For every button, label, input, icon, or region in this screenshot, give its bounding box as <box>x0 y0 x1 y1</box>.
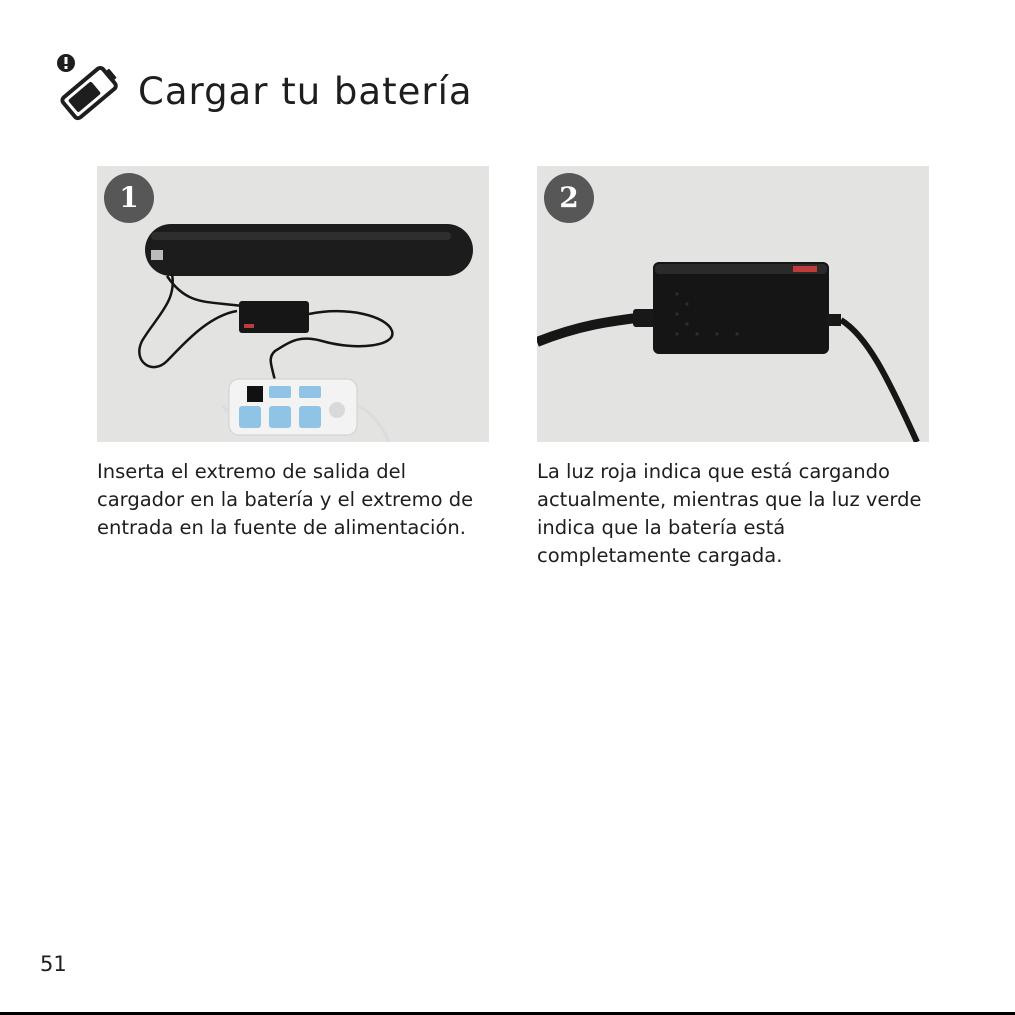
step-1-photo <box>97 166 489 442</box>
step-1-caption <box>97 458 489 542</box>
battery-charging-icon <box>52 51 124 123</box>
step-2-number-badge: 2 <box>544 173 594 223</box>
step-2 <box>537 166 929 570</box>
step-1 <box>97 166 489 542</box>
step-2-caption <box>537 458 929 570</box>
step-1-number-badge: 1 <box>104 173 154 223</box>
page-number: 51 <box>40 952 67 976</box>
section-header <box>52 52 124 122</box>
step-2-caption-text: La luz roja indica que está cargando actualmente, mientras que la luz verde indica que la batería está completamente cargada. <box>537 460 922 567</box>
page-title: Cargar tu batería <box>138 70 473 113</box>
step-2-photo <box>537 166 929 442</box>
step-1-caption-text: Inserta el extremo de salida del cargador en la batería y el extremo de entrada en la fuente de alimentación. <box>97 460 474 539</box>
